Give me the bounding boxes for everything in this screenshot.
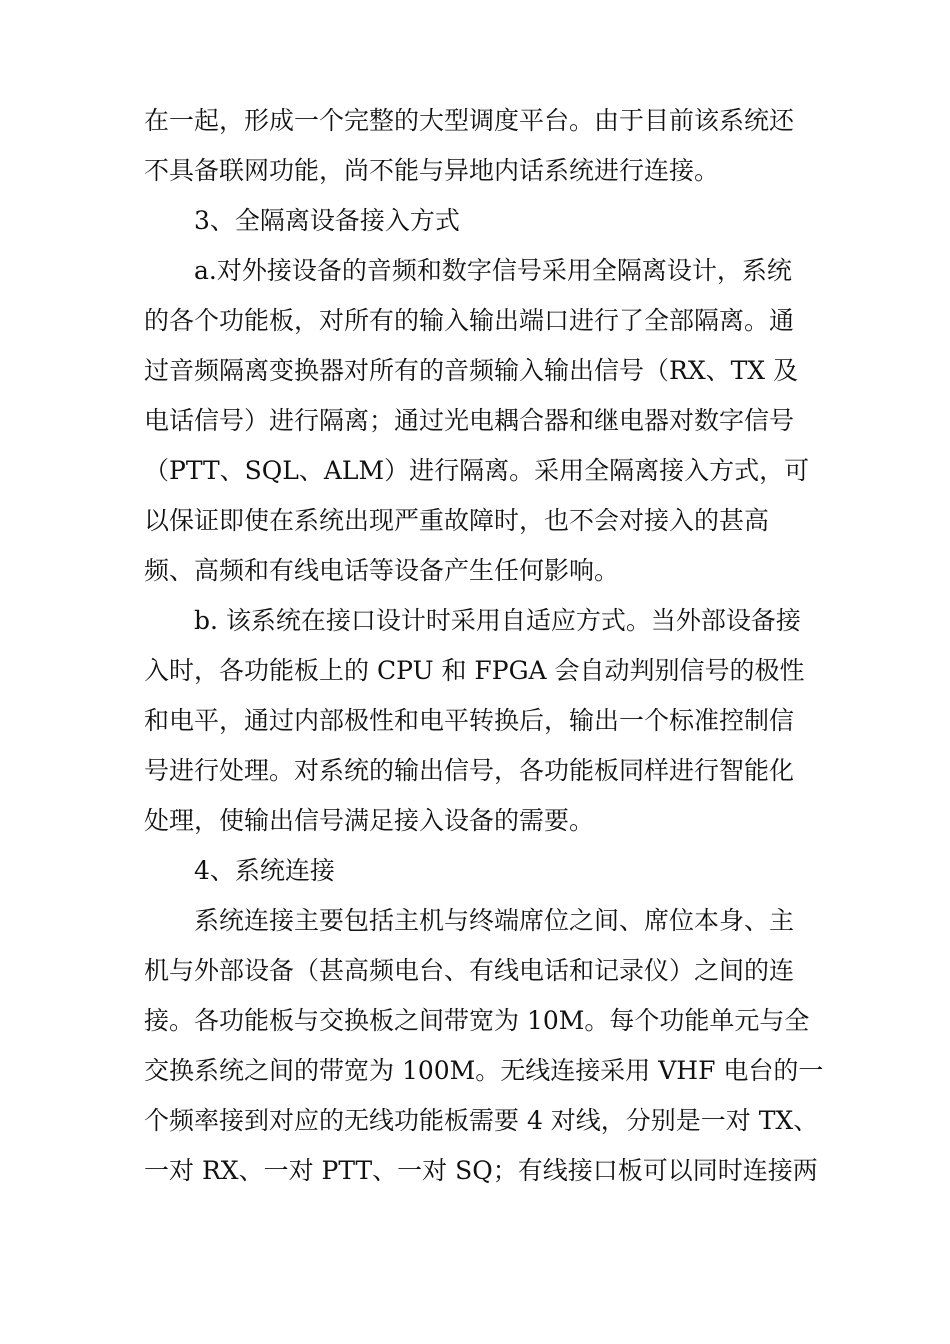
section-heading: 3、全隔离设备接入方式	[194, 206, 460, 235]
text-line: （PTT、SQL、ALM）进行隔离。采用全隔离接入方式，可	[144, 456, 810, 485]
text-line: 的各个功能板，对所有的输入输出端口进行了全部隔离。通	[144, 306, 795, 335]
text-line: 在一起，形成一个完整的大型调度平台。由于目前该系统还	[144, 106, 795, 135]
text-line: b. 该系统在接口设计时采用自适应方式。当外部设备接	[194, 606, 801, 635]
text-line: 频、高频和有线电话等设备产生任何影响。	[144, 556, 620, 585]
text-line: 处理，使输出信号满足接入设备的需要。	[144, 806, 595, 835]
text-line: 和电平，通过内部极性和电平转换后，输出一个标准控制信	[144, 706, 795, 735]
text-line: 电话信号）进行隔离；通过光电耦合器和继电器对数字信号	[144, 406, 795, 435]
text-line: 一对 RX、一对 PTT、一对 SQ；有线接口板可以同时连接两	[144, 1156, 818, 1185]
text-line: 以保证即使在系统出现严重故障时，也不会对接入的甚高	[144, 506, 770, 535]
text-line: 交换系统之间的带宽为 100M。无线连接采用 VHF 电台的一	[144, 1056, 824, 1085]
section-heading: 4、系统连接	[194, 856, 335, 885]
text-line: 不具备联网功能，尚不能与异地内话系统进行连接。	[144, 156, 720, 185]
body-text	[144, 96, 824, 1196]
text-line: 系统连接主要包括主机与终端席位之间、席位本身、主	[194, 906, 795, 935]
text-line: 个频率接到对应的无线功能板需要 4 对线，分别是一对 TX、	[144, 1106, 819, 1135]
text-line: 接。各功能板与交换板之间带宽为 10M。每个功能单元与全	[144, 1006, 810, 1035]
text-line: 入时，各功能板上的 CPU 和 FPGA 会自动判别信号的极性	[144, 656, 805, 685]
text-line: 过音频隔离变换器对所有的音频输入输出信号（RX、TX 及	[144, 356, 799, 385]
text-line: 号进行处理。对系统的输出信号，各功能板同样进行智能化	[144, 756, 795, 785]
text-line: a.对外接设备的音频和数字信号采用全隔离设计，系统	[194, 256, 792, 285]
text-line: 机与外部设备（甚高频电台、有线电话和记录仪）之间的连	[144, 956, 795, 985]
